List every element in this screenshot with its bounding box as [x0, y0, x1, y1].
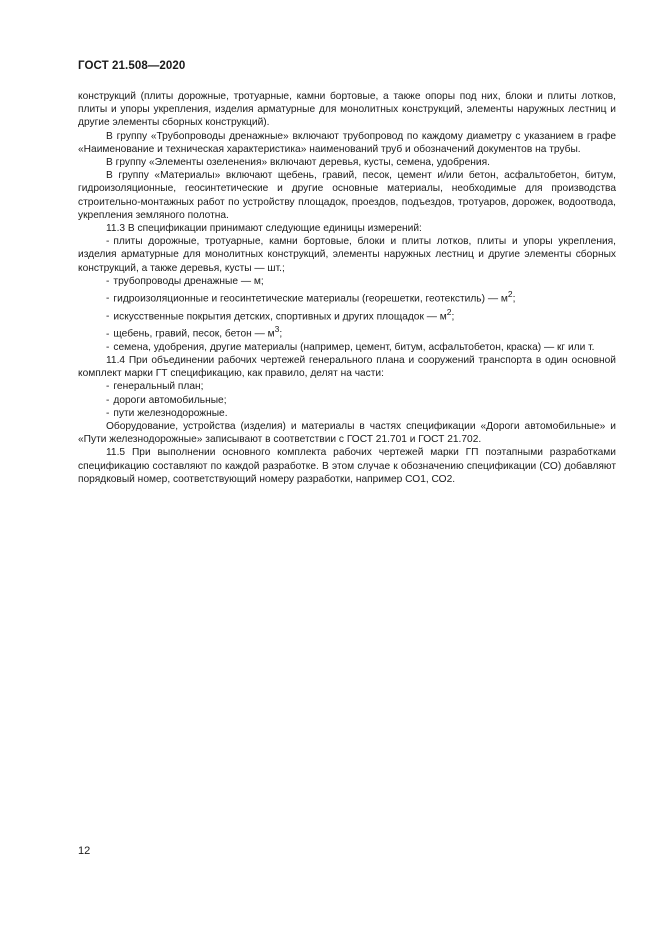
list-item-kilograms: [78, 341, 616, 354]
list-dash: -: [106, 381, 110, 393]
list-item-text: трубопроводы дренажные — м;: [113, 275, 264, 287]
list-dash: -: [106, 341, 110, 353]
list-item-text: искусственные покрытия детских, спортивных и других площадок — м: [113, 311, 447, 323]
list-dash: -: [106, 236, 110, 248]
paragraph-materials: В группу «Материалы» включают щебень, гравий, песок, цемент и/или бетон, асфальтобетон, битум, гидроизоляционные, геосинтетические и другие основные материалы, необходимые для производства строительно-монтажных работ по устройству площадок, проездов, подъездов, тротуаров, дорожек, водоотвода, укрепления земляного полотна.: [78, 170, 616, 221]
list-dash: -: [106, 407, 110, 419]
list-item-railways: [78, 407, 616, 420]
list-item-cubic-meters: [78, 323, 616, 341]
list-dash: -: [106, 293, 110, 305]
paragraph-equipment: Оборудование, устройства (изделия) и материалы в частях спецификации «Дороги автомобильные» и «Пути железнодорожные» записывают в соответствии с ГОСТ 21.701 и ГОСТ 21.702.: [78, 421, 616, 446]
list-dash: -: [106, 275, 110, 287]
list-item-tail: ;: [512, 293, 516, 305]
page-number: 12: [78, 845, 91, 857]
superscript-3: 3: [274, 324, 280, 335]
list-dash: -: [106, 328, 110, 340]
list-item-meters: [78, 275, 616, 288]
superscript-2: 2: [507, 289, 513, 300]
list-dash: -: [106, 394, 110, 406]
list-item-square-meters-geo: [78, 288, 616, 306]
list-item-tail: ;: [451, 311, 455, 323]
list-item-text: гидроизоляционные и геосинтетические материалы (георешетки, геотекстиль) — м: [113, 293, 508, 305]
list-item-tail: ;: [279, 328, 283, 340]
list-item-square-meters-covering: [78, 306, 616, 324]
list-dash: -: [106, 311, 110, 323]
list-item-text: генеральный план;: [113, 381, 204, 393]
superscript-2: 2: [446, 306, 452, 317]
paragraph-greenery: В группу «Элементы озеленения» включают деревья, кусты, семена, удобрения.: [106, 157, 490, 169]
document-body: [78, 90, 616, 486]
list-item-text: плиты дорожные, тротуарные, камни бортовые, блоки и плиты лотков, плиты и упоры укрепления, изделия арматурные для монолитных конструкций, элементы наружных лестниц и другие элементы сборных конструкций, а также деревья, кусты — шт.;: [78, 236, 616, 274]
list-item-text: дороги автомобильные;: [113, 394, 227, 406]
paragraph-11-4: 11.4 При объединении рабочих чертежей генерального плана и сооружений транспорта в один основной комплект марки ГТ спецификацию, как правило, делят на части:: [78, 355, 616, 380]
paragraph-drainage-pipes: В группу «Трубопроводы дренажные» включают трубопровод по каждому диаметру с указанием в графе «Наименование и техническая характеристика» наименований труб и обозначений документов на трубы.: [78, 130, 616, 155]
list-item-text: семена, удобрения, другие материалы (например, цемент, битум, асфальтобетон, краска) — кг или т.: [113, 341, 595, 353]
list-item-text: щебень, гравий, песок, бетон — м: [113, 328, 275, 340]
list-item-general-plan: [78, 380, 616, 393]
paragraph-11-3: 11.3 В спецификации принимают следующие единицы измерений:: [106, 223, 422, 235]
paragraph-11-5: 11.5 При выполнении основного комплекта рабочих чертежей марки ГП поэтапными разработками спецификацию составляют по каждой разработке. В этом случае к обозначению спецификации (СО) добавляют порядковый номер, соответствующий номеру разработки, например СО1, СО2.: [78, 447, 616, 485]
document-header: ГОСТ 21.508—2020: [78, 60, 186, 72]
paragraph-continuation: конструкций (плиты дорожные, тротуарные, камни бортовые, а также опоры под них, блоки и плиты лотков, плиты и упоры укрепления, изделия арматурные для монолитных конструкций, элементы наружных лестниц и другие элементы сборных конструкций).: [78, 91, 616, 129]
list-item-roads: [78, 394, 616, 407]
list-item-text: пути железнодорожные.: [113, 407, 228, 419]
list-item-pieces: [78, 235, 616, 275]
